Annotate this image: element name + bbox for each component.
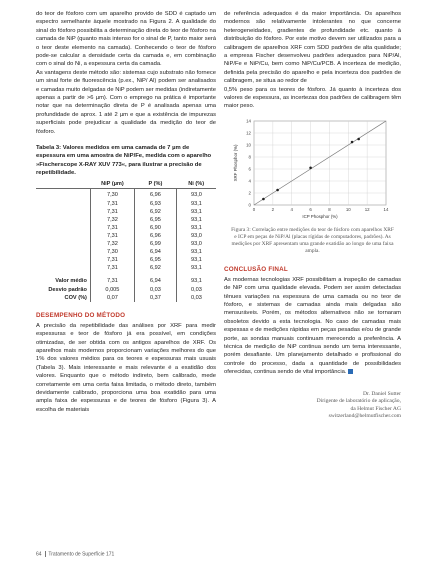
paragraph: 0,5% peso para os teores de fósforo. Já quanto à incerteza dos valores de espessura, as incertezas dos padrões de calibragem têm maior peso. [224, 86, 401, 110]
data-point [276, 189, 279, 192]
section-heading: DESEMPENHO DO MÉTODO [36, 311, 126, 319]
y-tick-label: 12 [246, 130, 251, 136]
table-row [36, 232, 216, 240]
table-row [36, 264, 216, 272]
table-cell: 7,31 [90, 256, 134, 264]
table-header-empty [36, 181, 90, 189]
author-company: da Helmut Fischer AG [350, 405, 401, 412]
table-cell: 0,005 [90, 286, 134, 294]
y-tick-label: 14 [246, 118, 251, 124]
y-tick-label: 4 [248, 178, 251, 184]
table-cell: 6,96 [134, 189, 176, 200]
table-cell: 93,1 [176, 264, 216, 272]
table-cell: 0,07 [90, 294, 134, 302]
table-cell: 93,1 [176, 216, 216, 224]
x-axis-label: ICP Phosphor (%) [302, 213, 338, 219]
table-row [36, 189, 216, 200]
table-caption: Tabela 3: Valores medidos em uma camada de 7 µm de espessura em uma amostra de NiP/Fe, medida com o aparelho »Fischerscope X-RAY XUV 773«, para ilustrar a precisão de repetibilidade. [36, 145, 212, 176]
table-cell: 7,31 [90, 208, 134, 216]
stat-label: COV (%) [64, 294, 87, 301]
table-cell: 93,1 [176, 208, 216, 216]
table-row [36, 248, 216, 256]
table-cell: 0,03 [176, 286, 216, 294]
right-column [224, 10, 401, 421]
x-tick-label: 4 [290, 206, 293, 212]
table-cell: 6,90 [134, 224, 176, 232]
table-cell: 93,1 [176, 277, 216, 285]
table-stat-row [36, 277, 216, 285]
magazine-name: Tratamento de Superfície 171 [48, 551, 115, 558]
table-cell: 7,31 [90, 232, 134, 240]
paragraph: As vantagens deste método são: sistemas cujo substrato não fornece um sinal forte de fluorescência (p.ex., NiP/ Al) podem ser analisados e camadas muito delgadas de NiP podem ser medidas (indiretamente apenas a partir de >6 µm). Com o emprego na prática é importante notar que na determinação direta de P é analisada apenas uma profundidade de aprox. 1 até 2 µm e que a existência de impurezas superficiais pode prejudicar a qualidade da medição do teor de fósforo. [36, 69, 216, 135]
y-tick-label: 8 [248, 154, 251, 160]
paragraph [224, 276, 401, 377]
y-tick-label: 2 [248, 190, 251, 196]
table-header: NiP (µm) [90, 181, 134, 189]
table-cell: 7,31 [90, 264, 134, 272]
page-number: 64 [36, 551, 42, 558]
table-cell: 7,31 [90, 224, 134, 232]
table-cell: 0,37 [134, 294, 176, 302]
table-row [36, 224, 216, 232]
table-stat-row [36, 294, 216, 302]
table-cell: 7,31 [90, 277, 134, 285]
table-cell: 93,0 [176, 232, 216, 240]
table-cell: 6,94 [134, 248, 176, 256]
end-mark-icon [348, 369, 353, 374]
table-cell: 93,0 [176, 240, 216, 248]
table-cell: 93,1 [176, 256, 216, 264]
y-tick-label: 10 [246, 142, 251, 148]
table-row [36, 216, 216, 224]
table-cell: 6,96 [134, 232, 176, 240]
author-name: Dr. Daniel Sutter [362, 390, 401, 397]
table-cell: 7,31 [90, 200, 134, 208]
x-tick-label: 6 [309, 206, 312, 212]
x-tick-label: 10 [345, 206, 351, 212]
table-cell: 93,1 [176, 224, 216, 232]
stat-label: Desvio padrão [48, 286, 87, 293]
table-header: P (%) [134, 181, 176, 189]
table-cell: 7,30 [90, 248, 134, 256]
page-footer [36, 551, 114, 557]
table-cell: 7,30 [90, 189, 134, 200]
table-cell: 6,95 [134, 256, 176, 264]
table-cell: 6,95 [134, 216, 176, 224]
table-cell: 6,94 [134, 277, 176, 285]
y-axis-label: XRF Phosphor (%) [233, 144, 238, 182]
table-cell: 93,1 [176, 248, 216, 256]
y-tick-label: 0 [248, 202, 251, 208]
table-header-row [36, 181, 216, 189]
table-cell: 6,92 [134, 264, 176, 272]
x-tick-label: 8 [328, 206, 331, 212]
paragraph: do teor de fósforo com um aparelho provido de SDD é captado um espectro semelhante àquele mostrado na Figura 2. A qualidade do sinal do fósforo possibilita a determinação direta do teor de fósforo na camada de NiP (quanto mais intenso for o sinal de P, tanto maior será o teor deste elemento na camada). Conhecendo o teor de fósforo pode-se calcular a densidade certa da camada e, em combinação com o sinal do Ni, a espessura certa da camada. [36, 11, 216, 68]
stat-label: Valor médio [55, 278, 87, 285]
x-tick-label: 0 [252, 206, 256, 212]
table-cell: 7,32 [90, 216, 134, 224]
table-cell: 6,93 [134, 200, 176, 208]
table-header: Ni (%) [176, 181, 216, 189]
data-point [357, 138, 360, 141]
x-tick-label: 14 [383, 206, 389, 212]
measurement-table [36, 181, 216, 301]
paragraph: de referência adequados é da maior importância. Os aparelhos modernos são relativamente intolerantes no que concerne heterogeneidades, gradientes de profundidade etc. quanto à distribuição do fósforo. Por este motivo devem ser utilizados para a calibragem de aparelhos XRF com SDD padrões de alta qualidade; a empresa Fischer desenvolveu padrões adequados para NiP/Al, NiP/Fe e NiP/Cu, bem como NiP/Cu/PCB. A incerteza de medição, definida pela precisão do aparelho e pela incerteza dos padrões de calibragem, se situa ao redor de [224, 11, 401, 85]
author-email[interactable]: switzerland@helmutfischer.com [328, 413, 401, 420]
x-tick-label: 12 [364, 206, 370, 212]
table-cell: 93,1 [176, 200, 216, 208]
table-cell: 0,03 [134, 286, 176, 294]
table-cell: 0,03 [176, 294, 216, 302]
table-cell: 6,99 [134, 240, 176, 248]
y-tick-label: 6 [248, 166, 251, 172]
correlation-chart [228, 115, 396, 225]
data-point [262, 198, 265, 201]
chart-svg [228, 115, 396, 225]
left-column [36, 10, 216, 414]
data-point [309, 166, 312, 169]
section-heading: CONCLUSÃO FINAL [224, 265, 288, 273]
conclusion-text: As modernas tecnologias XRF possibilitam a inspeção de camadas de NiP com uma qualidade elevada. Podem ser assim detectadas tênues variações na espessura de uma camada ou no teor de fósforo, e sistemas de camadas ainda mais delgadas são mensuráveis. Porém, os métodos alternativos não se tornaram obsoletos devido a esta tecnologia. No caso de camadas mais espessas e de medições rápidas em peças pesadas e/ou de grande porte, as sondas manuais continuam merecendo a preferência. A técnica de medição de NiP continua sendo um tema interessante, porém desafiante. Um planejamento detalhado e profissional do controle do processo, dada a quantidade de possibilidades oferecidas, continua sendo de vital importância. [224, 276, 401, 376]
paragraph: A precisão da repetibilidade das análises por XRF para medir espessuras e teor de fósforo já era possível, em condições otimizadas, de ser obtida com os antigos aparelhos de XRF. Os aparelhos mais modernos proporcionam variações melhores do que 1% dos valores médios para os teores e espessuras mais usuais (Tabela 3). Mais interessante e mais relevante é a exatidão dos valores. Enquanto que o método indireto, bem calibrado, mede corretamente em uma certa faixa limitada, o método direto, também devidamente calibrado, proporciona uma boa exatidão para uma ampla faixa de espessuras e de teores de fósforo (Figura 3). A escolha de materiais [36, 322, 216, 413]
table-stat-row [36, 286, 216, 294]
table-row [36, 208, 216, 216]
data-point [351, 141, 354, 144]
author-role: Dirigente de laboratório de aplicação, [316, 398, 401, 405]
table-cell: 6,92 [134, 208, 176, 216]
footer-divider [45, 551, 46, 557]
table-cell: 93,0 [176, 189, 216, 200]
table-row [36, 200, 216, 208]
x-tick-label: 2 [271, 206, 275, 212]
table-row [36, 240, 216, 248]
table-cell: 7,32 [90, 240, 134, 248]
table-body [36, 189, 216, 302]
table-row [36, 256, 216, 264]
figure-caption: Figura 3: Correlação entre medições do teor de fósforo com aparelhos XRF e ICP em peças de NiP/Al (placas rígidas de computadores, padrões). As medições por XRF apresentam uma grande exatidão ao longo de uma faixa ampla. [231, 226, 394, 255]
author-signature [224, 391, 401, 421]
